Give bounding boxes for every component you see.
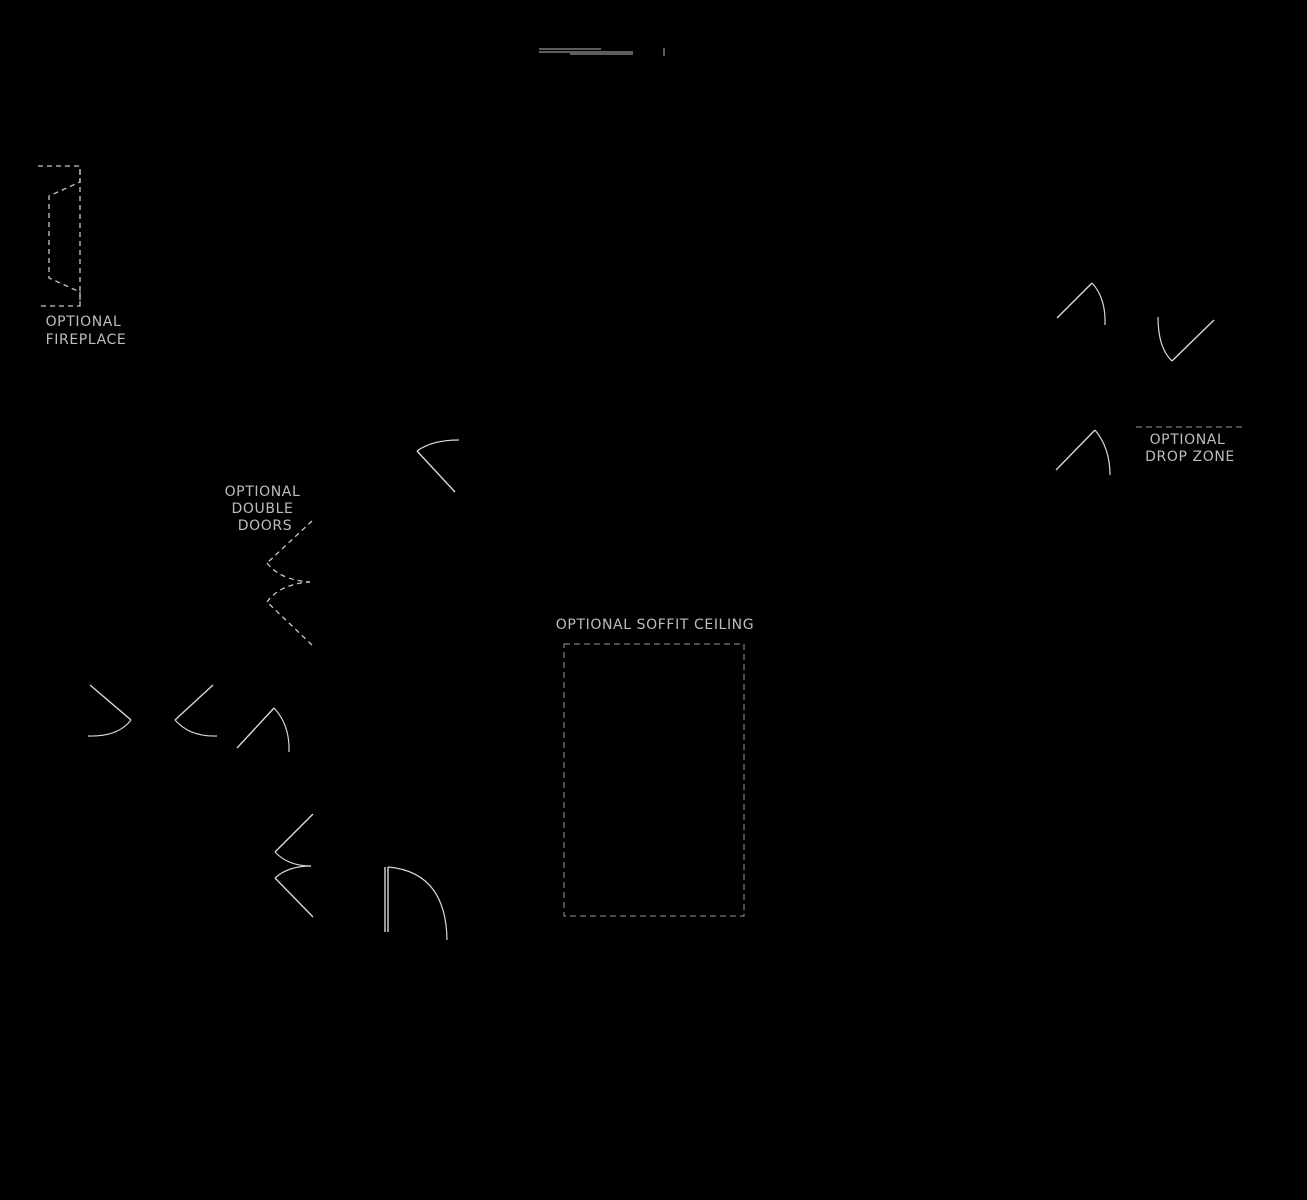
double-doors-label-line-2: DOUBLE [231, 501, 294, 517]
top-window-symbol [539, 48, 664, 56]
door-swing-lower-left-2 [175, 685, 217, 736]
bifold-doors-lower [275, 814, 313, 917]
door-swing-lower-left-3 [237, 708, 289, 752]
double-doors-label-line-3: DOORS [237, 518, 293, 534]
door-swing-center-left [417, 440, 459, 492]
door-swing-upper-right-1 [1057, 283, 1105, 325]
door-swing-upper-right-2 [1158, 317, 1214, 361]
door-swing-lower-large [385, 867, 447, 940]
fireplace-label [46, 314, 127, 348]
door-swing-drop-zone [1056, 430, 1110, 475]
drop-zone-label-line-1: OPTIONAL [1149, 432, 1226, 448]
drop-zone-label-line-2: DROP ZONE [1145, 449, 1235, 465]
double-doors-label-line-1: OPTIONAL [224, 484, 301, 500]
soffit-ceiling-label: OPTIONAL SOFFIT CEILING [555, 617, 755, 633]
optional-double-doors-swing [267, 521, 312, 645]
door-swing-lower-left-1 [88, 685, 131, 736]
drop-zone-label [1145, 432, 1235, 465]
soffit-ceiling-outline [564, 644, 744, 916]
fireplace-label-line-2: FIREPLACE [45, 332, 127, 348]
fireplace-label-line-1: OPTIONAL [45, 314, 122, 330]
optional-fireplace-outline [38, 166, 80, 306]
double-doors-label [225, 484, 306, 534]
